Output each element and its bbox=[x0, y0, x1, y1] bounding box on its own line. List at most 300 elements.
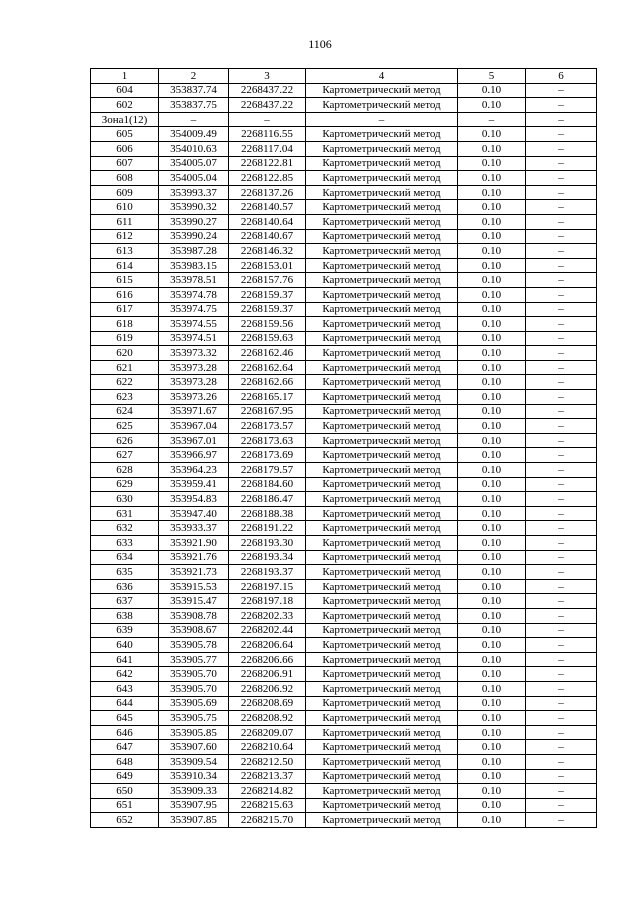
accuracy-cell: – bbox=[458, 112, 526, 127]
y-coordinate-cell: 2268117.04 bbox=[229, 141, 306, 156]
table-row bbox=[91, 287, 597, 302]
x-coordinate-cell: 353983.15 bbox=[159, 258, 229, 273]
description-cell: – bbox=[526, 711, 597, 726]
table-row bbox=[91, 638, 597, 653]
x-coordinate-cell: 353966.97 bbox=[159, 448, 229, 463]
y-coordinate-cell: 2268137.26 bbox=[229, 185, 306, 200]
coordinates-table bbox=[90, 68, 597, 828]
accuracy-cell: 0.10 bbox=[458, 594, 526, 609]
method-cell: Картометрический метод bbox=[306, 754, 458, 769]
point-number-cell: 636 bbox=[91, 579, 159, 594]
point-number-cell: 619 bbox=[91, 331, 159, 346]
y-coordinate-cell: 2268193.34 bbox=[229, 550, 306, 565]
table-row bbox=[91, 813, 597, 828]
point-number-cell: 620 bbox=[91, 346, 159, 361]
y-coordinate-cell: 2268122.81 bbox=[229, 156, 306, 171]
accuracy-cell: 0.10 bbox=[458, 171, 526, 186]
accuracy-cell: 0.10 bbox=[458, 448, 526, 463]
method-cell: Картометрический метод bbox=[306, 244, 458, 259]
accuracy-cell: 0.10 bbox=[458, 390, 526, 405]
point-number-cell: 641 bbox=[91, 652, 159, 667]
point-number-cell: 616 bbox=[91, 287, 159, 302]
description-cell: – bbox=[526, 229, 597, 244]
accuracy-cell: 0.10 bbox=[458, 375, 526, 390]
y-coordinate-cell: 2268206.64 bbox=[229, 638, 306, 653]
description-cell: – bbox=[526, 550, 597, 565]
accuracy-cell: 0.10 bbox=[458, 258, 526, 273]
description-cell: – bbox=[526, 506, 597, 521]
y-coordinate-cell: 2268162.46 bbox=[229, 346, 306, 361]
method-cell: Картометрический метод bbox=[306, 346, 458, 361]
point-number-cell: 625 bbox=[91, 419, 159, 434]
description-cell: – bbox=[526, 156, 597, 171]
y-coordinate-cell: 2268191.22 bbox=[229, 521, 306, 536]
y-coordinate-cell: 2268197.15 bbox=[229, 579, 306, 594]
accuracy-cell: 0.10 bbox=[458, 579, 526, 594]
table-row bbox=[91, 536, 597, 551]
table-row bbox=[91, 477, 597, 492]
x-coordinate-cell: 353908.78 bbox=[159, 608, 229, 623]
y-coordinate-cell: 2268159.37 bbox=[229, 287, 306, 302]
description-cell: – bbox=[526, 521, 597, 536]
x-coordinate-cell: 353915.47 bbox=[159, 594, 229, 609]
table-row bbox=[91, 185, 597, 200]
method-cell: Картометрический метод bbox=[306, 550, 458, 565]
point-number-cell: 602 bbox=[91, 98, 159, 113]
x-coordinate-cell: 353990.24 bbox=[159, 229, 229, 244]
method-cell: Картометрический метод bbox=[306, 652, 458, 667]
x-coordinate-cell: 353974.51 bbox=[159, 331, 229, 346]
x-coordinate-cell: 354009.49 bbox=[159, 127, 229, 142]
table-row bbox=[91, 579, 597, 594]
accuracy-cell: 0.10 bbox=[458, 681, 526, 696]
x-coordinate-cell: 353978.51 bbox=[159, 273, 229, 288]
table-row bbox=[91, 83, 597, 98]
point-number-cell: 613 bbox=[91, 244, 159, 259]
point-number-cell: 639 bbox=[91, 623, 159, 638]
accuracy-cell: 0.10 bbox=[458, 506, 526, 521]
point-number-cell: 638 bbox=[91, 608, 159, 623]
method-cell: Картометрический метод bbox=[306, 784, 458, 799]
description-cell: – bbox=[526, 623, 597, 638]
point-number-cell: 607 bbox=[91, 156, 159, 171]
table-row bbox=[91, 725, 597, 740]
y-coordinate-cell: 2268140.64 bbox=[229, 214, 306, 229]
description-cell: – bbox=[526, 638, 597, 653]
accuracy-cell: 0.10 bbox=[458, 273, 526, 288]
accuracy-cell: 0.10 bbox=[458, 623, 526, 638]
y-coordinate-cell: 2268202.44 bbox=[229, 623, 306, 638]
y-coordinate-cell: 2268193.30 bbox=[229, 536, 306, 551]
table-row bbox=[91, 390, 597, 405]
y-coordinate-cell: 2268186.47 bbox=[229, 492, 306, 507]
table-row bbox=[91, 594, 597, 609]
point-number-cell: 605 bbox=[91, 127, 159, 142]
x-coordinate-cell: 353964.23 bbox=[159, 463, 229, 478]
x-coordinate-cell: 353909.54 bbox=[159, 754, 229, 769]
column-header: 4 bbox=[306, 69, 458, 84]
point-number-cell: 634 bbox=[91, 550, 159, 565]
x-coordinate-cell: 353905.70 bbox=[159, 667, 229, 682]
table-row bbox=[91, 127, 597, 142]
x-coordinate-cell: 354005.07 bbox=[159, 156, 229, 171]
y-coordinate-cell: 2268157.76 bbox=[229, 273, 306, 288]
x-coordinate-cell: 353837.74 bbox=[159, 83, 229, 98]
description-cell: – bbox=[526, 696, 597, 711]
method-cell: – bbox=[306, 112, 458, 127]
method-cell: Картометрический метод bbox=[306, 127, 458, 142]
table-row bbox=[91, 448, 597, 463]
description-cell: – bbox=[526, 608, 597, 623]
y-coordinate-cell: 2268173.69 bbox=[229, 448, 306, 463]
x-coordinate-cell: 353973.32 bbox=[159, 346, 229, 361]
accuracy-cell: 0.10 bbox=[458, 711, 526, 726]
description-cell: – bbox=[526, 258, 597, 273]
x-coordinate-cell: 353974.75 bbox=[159, 302, 229, 317]
table-row bbox=[91, 229, 597, 244]
table-row bbox=[91, 754, 597, 769]
description-cell: – bbox=[526, 141, 597, 156]
x-coordinate-cell: 353959.41 bbox=[159, 477, 229, 492]
description-cell: – bbox=[526, 112, 597, 127]
accuracy-cell: 0.10 bbox=[458, 492, 526, 507]
method-cell: Картометрический метод bbox=[306, 608, 458, 623]
x-coordinate-cell: 353967.01 bbox=[159, 433, 229, 448]
y-coordinate-cell: 2268212.50 bbox=[229, 754, 306, 769]
accuracy-cell: 0.10 bbox=[458, 98, 526, 113]
column-header: 5 bbox=[458, 69, 526, 84]
point-number-cell: 635 bbox=[91, 565, 159, 580]
point-number-cell: 645 bbox=[91, 711, 159, 726]
table-row bbox=[91, 375, 597, 390]
accuracy-cell: 0.10 bbox=[458, 404, 526, 419]
table-row bbox=[91, 331, 597, 346]
point-number-cell: 637 bbox=[91, 594, 159, 609]
point-number-cell: 632 bbox=[91, 521, 159, 536]
y-coordinate-cell: 2268184.60 bbox=[229, 477, 306, 492]
description-cell: – bbox=[526, 740, 597, 755]
point-number-cell: 651 bbox=[91, 798, 159, 813]
method-cell: Картометрический метод bbox=[306, 258, 458, 273]
x-coordinate-cell: 353987.28 bbox=[159, 244, 229, 259]
method-cell: Картометрический метод bbox=[306, 725, 458, 740]
description-cell: – bbox=[526, 754, 597, 769]
table-row bbox=[91, 769, 597, 784]
accuracy-cell: 0.10 bbox=[458, 127, 526, 142]
y-coordinate-cell: 2268206.92 bbox=[229, 681, 306, 696]
table-row bbox=[91, 200, 597, 215]
point-number-cell: 623 bbox=[91, 390, 159, 405]
description-cell: – bbox=[526, 433, 597, 448]
table-row bbox=[91, 317, 597, 332]
table-row bbox=[91, 608, 597, 623]
y-coordinate-cell: 2268213.37 bbox=[229, 769, 306, 784]
x-coordinate-cell: 353947.40 bbox=[159, 506, 229, 521]
method-cell: Картометрический метод bbox=[306, 711, 458, 726]
point-number-cell: 624 bbox=[91, 404, 159, 419]
accuracy-cell: 0.10 bbox=[458, 229, 526, 244]
x-coordinate-cell: 353908.67 bbox=[159, 623, 229, 638]
point-number-cell: 628 bbox=[91, 463, 159, 478]
method-cell: Картометрический метод bbox=[306, 740, 458, 755]
y-coordinate-cell: 2268214.82 bbox=[229, 784, 306, 799]
x-coordinate-cell: 353905.78 bbox=[159, 638, 229, 653]
description-cell: – bbox=[526, 448, 597, 463]
description-cell: – bbox=[526, 244, 597, 259]
point-number-cell: 629 bbox=[91, 477, 159, 492]
x-coordinate-cell: 353974.55 bbox=[159, 317, 229, 332]
x-coordinate-cell: 353973.28 bbox=[159, 375, 229, 390]
column-header: 1 bbox=[91, 69, 159, 84]
description-cell: – bbox=[526, 419, 597, 434]
column-header: 6 bbox=[526, 69, 597, 84]
point-number-cell: 650 bbox=[91, 784, 159, 799]
description-cell: – bbox=[526, 652, 597, 667]
y-coordinate-cell: 2268146.32 bbox=[229, 244, 306, 259]
method-cell: Картометрический метод bbox=[306, 638, 458, 653]
x-coordinate-cell: 353915.53 bbox=[159, 579, 229, 594]
x-coordinate-cell: 353954.83 bbox=[159, 492, 229, 507]
accuracy-cell: 0.10 bbox=[458, 463, 526, 478]
y-coordinate-cell: 2268206.66 bbox=[229, 652, 306, 667]
description-cell: – bbox=[526, 127, 597, 142]
description-cell: – bbox=[526, 346, 597, 361]
accuracy-cell: 0.10 bbox=[458, 798, 526, 813]
method-cell: Картометрический метод bbox=[306, 404, 458, 419]
method-cell: Картометрический метод bbox=[306, 331, 458, 346]
point-number-cell: 609 bbox=[91, 185, 159, 200]
point-number-cell: 642 bbox=[91, 667, 159, 682]
y-coordinate-cell: 2268173.57 bbox=[229, 419, 306, 434]
x-coordinate-cell: 353921.76 bbox=[159, 550, 229, 565]
table-row bbox=[91, 711, 597, 726]
y-coordinate-cell: 2268159.63 bbox=[229, 331, 306, 346]
description-cell: – bbox=[526, 769, 597, 784]
y-coordinate-cell: 2268159.56 bbox=[229, 317, 306, 332]
description-cell: – bbox=[526, 317, 597, 332]
method-cell: Картометрический метод bbox=[306, 623, 458, 638]
table-row bbox=[91, 141, 597, 156]
x-coordinate-cell: 353907.95 bbox=[159, 798, 229, 813]
y-coordinate-cell: 2268208.92 bbox=[229, 711, 306, 726]
description-cell: – bbox=[526, 390, 597, 405]
table-row bbox=[91, 463, 597, 478]
description-cell: – bbox=[526, 171, 597, 186]
table-row bbox=[91, 696, 597, 711]
point-number-cell: 604 bbox=[91, 83, 159, 98]
method-cell: Картометрический метод bbox=[306, 156, 458, 171]
y-coordinate-cell: 2268206.91 bbox=[229, 667, 306, 682]
accuracy-cell: 0.10 bbox=[458, 565, 526, 580]
accuracy-cell: 0.10 bbox=[458, 696, 526, 711]
description-cell: – bbox=[526, 273, 597, 288]
point-number-cell: 649 bbox=[91, 769, 159, 784]
table-row bbox=[91, 360, 597, 375]
table-row bbox=[91, 419, 597, 434]
method-cell: Картометрический метод bbox=[306, 302, 458, 317]
table-row bbox=[91, 244, 597, 259]
y-coordinate-cell: 2268140.57 bbox=[229, 200, 306, 215]
table-row bbox=[91, 652, 597, 667]
accuracy-cell: 0.10 bbox=[458, 141, 526, 156]
method-cell: Картометрический метод bbox=[306, 594, 458, 609]
accuracy-cell: 0.10 bbox=[458, 477, 526, 492]
table-row bbox=[91, 433, 597, 448]
description-cell: – bbox=[526, 784, 597, 799]
y-coordinate-cell: 2268162.64 bbox=[229, 360, 306, 375]
table-body bbox=[91, 83, 597, 827]
accuracy-cell: 0.10 bbox=[458, 813, 526, 828]
table-row bbox=[91, 784, 597, 799]
method-cell: Картометрический метод bbox=[306, 360, 458, 375]
description-cell: – bbox=[526, 404, 597, 419]
accuracy-cell: 0.10 bbox=[458, 521, 526, 536]
table-row bbox=[91, 112, 597, 127]
method-cell: Картометрический метод bbox=[306, 141, 458, 156]
table-row bbox=[91, 667, 597, 682]
accuracy-cell: 0.10 bbox=[458, 608, 526, 623]
table-row bbox=[91, 740, 597, 755]
point-number-cell: 640 bbox=[91, 638, 159, 653]
method-cell: Картометрический метод bbox=[306, 200, 458, 215]
description-cell: – bbox=[526, 798, 597, 813]
point-number-cell: 626 bbox=[91, 433, 159, 448]
method-cell: Картометрический метод bbox=[306, 565, 458, 580]
accuracy-cell: 0.10 bbox=[458, 156, 526, 171]
x-coordinate-cell: 353905.77 bbox=[159, 652, 229, 667]
page-number: 1106 bbox=[308, 37, 332, 51]
x-coordinate-cell: 353971.67 bbox=[159, 404, 229, 419]
description-cell: – bbox=[526, 83, 597, 98]
point-number-cell: 611 bbox=[91, 214, 159, 229]
description-cell: – bbox=[526, 594, 597, 609]
method-cell: Картометрический метод bbox=[306, 390, 458, 405]
y-coordinate-cell: 2268215.70 bbox=[229, 813, 306, 828]
accuracy-cell: 0.10 bbox=[458, 725, 526, 740]
point-number-cell: 630 bbox=[91, 492, 159, 507]
description-cell: – bbox=[526, 565, 597, 580]
x-coordinate-cell: 353933.37 bbox=[159, 521, 229, 536]
y-coordinate-cell: 2268215.63 bbox=[229, 798, 306, 813]
table-row bbox=[91, 565, 597, 580]
table-row bbox=[91, 404, 597, 419]
y-coordinate-cell: 2268173.63 bbox=[229, 433, 306, 448]
method-cell: Картометрический метод bbox=[306, 521, 458, 536]
point-number-cell: 618 bbox=[91, 317, 159, 332]
method-cell: Картометрический метод bbox=[306, 492, 458, 507]
accuracy-cell: 0.10 bbox=[458, 185, 526, 200]
point-number-cell: 622 bbox=[91, 375, 159, 390]
accuracy-cell: 0.10 bbox=[458, 360, 526, 375]
accuracy-cell: 0.10 bbox=[458, 419, 526, 434]
method-cell: Картометрический метод bbox=[306, 681, 458, 696]
x-coordinate-cell: 353921.90 bbox=[159, 536, 229, 551]
accuracy-cell: 0.10 bbox=[458, 550, 526, 565]
y-coordinate-cell: 2268116.55 bbox=[229, 127, 306, 142]
point-number-cell: 647 bbox=[91, 740, 159, 755]
accuracy-cell: 0.10 bbox=[458, 287, 526, 302]
accuracy-cell: 0.10 bbox=[458, 769, 526, 784]
point-number-cell: 621 bbox=[91, 360, 159, 375]
y-coordinate-cell: 2268209.07 bbox=[229, 725, 306, 740]
x-coordinate-cell: 353921.73 bbox=[159, 565, 229, 580]
accuracy-cell: 0.10 bbox=[458, 433, 526, 448]
description-cell: – bbox=[526, 302, 597, 317]
table-row bbox=[91, 681, 597, 696]
table-row bbox=[91, 273, 597, 288]
accuracy-cell: 0.10 bbox=[458, 536, 526, 551]
x-coordinate-cell: 353907.85 bbox=[159, 813, 229, 828]
x-coordinate-cell: 353990.27 bbox=[159, 214, 229, 229]
table-row bbox=[91, 550, 597, 565]
x-coordinate-cell: 353905.75 bbox=[159, 711, 229, 726]
point-number-cell: 612 bbox=[91, 229, 159, 244]
method-cell: Картометрический метод bbox=[306, 287, 458, 302]
y-coordinate-cell: 2268193.37 bbox=[229, 565, 306, 580]
x-coordinate-cell: 353909.33 bbox=[159, 784, 229, 799]
accuracy-cell: 0.10 bbox=[458, 317, 526, 332]
method-cell: Картометрический метод bbox=[306, 83, 458, 98]
description-cell: – bbox=[526, 725, 597, 740]
method-cell: Картометрический метод bbox=[306, 375, 458, 390]
point-number-cell: 631 bbox=[91, 506, 159, 521]
accuracy-cell: 0.10 bbox=[458, 638, 526, 653]
point-number-cell: 627 bbox=[91, 448, 159, 463]
y-coordinate-cell: – bbox=[229, 112, 306, 127]
description-cell: – bbox=[526, 98, 597, 113]
method-cell: Картометрический метод bbox=[306, 214, 458, 229]
method-cell: Картометрический метод bbox=[306, 317, 458, 332]
y-coordinate-cell: 2268159.37 bbox=[229, 302, 306, 317]
y-coordinate-cell: 2268202.33 bbox=[229, 608, 306, 623]
column-header: 2 bbox=[159, 69, 229, 84]
table-row bbox=[91, 346, 597, 361]
table-row bbox=[91, 623, 597, 638]
point-number-cell: 606 bbox=[91, 141, 159, 156]
y-coordinate-cell: 2268437.22 bbox=[229, 98, 306, 113]
accuracy-cell: 0.10 bbox=[458, 754, 526, 769]
point-number-cell: 633 bbox=[91, 536, 159, 551]
x-coordinate-cell: 353973.28 bbox=[159, 360, 229, 375]
table-row bbox=[91, 302, 597, 317]
description-cell: – bbox=[526, 360, 597, 375]
table-row bbox=[91, 492, 597, 507]
method-cell: Картометрический метод bbox=[306, 798, 458, 813]
x-coordinate-cell: 353905.70 bbox=[159, 681, 229, 696]
accuracy-cell: 0.10 bbox=[458, 667, 526, 682]
method-cell: Картометрический метод bbox=[306, 463, 458, 478]
description-cell: – bbox=[526, 331, 597, 346]
method-cell: Картометрический метод bbox=[306, 229, 458, 244]
point-number-cell: 648 bbox=[91, 754, 159, 769]
y-coordinate-cell: 2268153.01 bbox=[229, 258, 306, 273]
accuracy-cell: 0.10 bbox=[458, 784, 526, 799]
point-number-cell: 615 bbox=[91, 273, 159, 288]
accuracy-cell: 0.10 bbox=[458, 346, 526, 361]
description-cell: – bbox=[526, 477, 597, 492]
method-cell: Картометрический метод bbox=[306, 667, 458, 682]
y-coordinate-cell: 2268140.67 bbox=[229, 229, 306, 244]
x-coordinate-cell: 353990.32 bbox=[159, 200, 229, 215]
method-cell: Картометрический метод bbox=[306, 419, 458, 434]
point-number-cell: 643 bbox=[91, 681, 159, 696]
x-coordinate-cell: 354010.63 bbox=[159, 141, 229, 156]
description-cell: – bbox=[526, 287, 597, 302]
point-number-cell: 608 bbox=[91, 171, 159, 186]
table-row bbox=[91, 214, 597, 229]
y-coordinate-cell: 2268188.38 bbox=[229, 506, 306, 521]
table-row bbox=[91, 258, 597, 273]
